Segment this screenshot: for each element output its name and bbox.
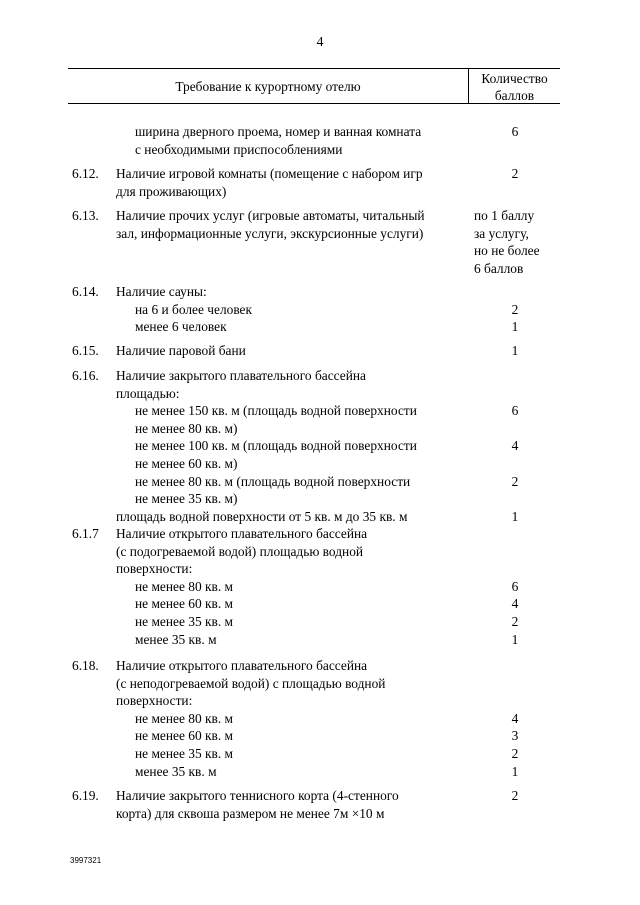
item-points-line <box>471 455 559 473</box>
item-text-line: Наличие открытого плавательного бассейна <box>116 526 368 541</box>
item-text-line: зал, информационные услуги, экскурсионные услуги) <box>116 225 424 241</box>
item-number: 6.16. <box>72 368 99 383</box>
item-number: 6.18. <box>72 658 99 673</box>
item-text-line: Наличие прочих услуг (игровые автоматы, читальный <box>116 208 425 223</box>
item-text <box>116 342 470 360</box>
item-text-line: менее 35 кв. м <box>135 631 217 647</box>
item-points <box>471 525 559 648</box>
item-number: 6.14. <box>72 284 99 299</box>
item-points-line: 2 <box>511 166 519 181</box>
item-points-line <box>471 560 559 578</box>
item-text-line: на 6 и более человек <box>135 301 253 317</box>
item-text-line: не менее 35 кв. м <box>135 745 234 761</box>
item-text-line: (с неподогреваемой водой) с площадью водной <box>116 675 386 691</box>
item-text <box>116 123 470 158</box>
item-text <box>116 283 470 336</box>
item-points <box>471 123 559 141</box>
item-points <box>471 367 559 525</box>
item-points-line <box>471 525 559 543</box>
item-points-line <box>471 385 559 403</box>
item-points-line: 1 <box>511 508 519 524</box>
item-points-line: 4 <box>511 438 519 454</box>
item-text-line: для проживающих) <box>116 183 227 199</box>
item-text-line: Наличие сауны: <box>116 284 207 299</box>
item-text <box>116 657 470 780</box>
item-points-line: за услугу, <box>474 225 529 241</box>
item-points-line: 2 <box>511 301 519 317</box>
item-text-line: менее 6 человек <box>135 319 227 335</box>
item-points-line <box>471 490 559 508</box>
item-points-line <box>471 543 559 561</box>
item-text <box>116 787 470 822</box>
column-header-points-line: Количество <box>481 71 548 86</box>
item-points <box>471 342 559 360</box>
item-text-line: не менее 100 кв. м (площадь водной поверхности <box>135 438 417 454</box>
item-text-line: Наличие закрытого теннисного корта (4-стенного <box>116 788 399 803</box>
item-number: 6.12. <box>72 166 99 181</box>
item-points-line: 6 баллов <box>474 260 524 276</box>
item-points <box>471 657 559 780</box>
item-text-line: не менее 35 кв. м) <box>135 491 238 507</box>
item-points-line <box>471 675 559 693</box>
item-text-line: (с подогреваемой водой) площадью водной <box>116 543 364 559</box>
item-points-line: 2 <box>511 788 519 803</box>
item-text-line: не менее 60 кв. м <box>135 728 234 744</box>
item-points-line: 6 <box>511 578 519 594</box>
item-number: 6.19. <box>72 788 99 803</box>
item-text-line: поверхности: <box>116 693 193 709</box>
item-points-line: 1 <box>511 319 519 335</box>
item-points-line: 6 <box>511 403 519 419</box>
item-text-line: не менее 60 кв. м <box>135 596 234 612</box>
item-text-line: не менее 80 кв. м <box>135 710 234 726</box>
item-points-line <box>471 283 559 301</box>
item-points-line: 3 <box>511 728 519 744</box>
document-code: 3997321 <box>70 856 102 865</box>
item-text-line: не менее 80 кв. м) <box>135 420 238 436</box>
item-text-line: не менее 80 кв. м <box>135 578 234 594</box>
item-number: 6.1.7 <box>72 526 99 541</box>
item-text-line: Наличие паровой бани <box>116 343 246 358</box>
item-points-line: 1 <box>511 763 519 779</box>
item-text-line: с необходимыми приспособлениями <box>135 141 343 157</box>
item-text-line: менее 35 кв. м <box>135 763 217 779</box>
item-text-line: не менее 80 кв. м (площадь водной поверхности <box>135 473 411 489</box>
item-text <box>116 165 470 200</box>
item-number: 6.13. <box>72 208 99 223</box>
column-header-requirement: Требование к курортному отелю <box>175 79 361 94</box>
item-text-line: не менее 150 кв. м (площадь водной поверхности <box>135 403 417 419</box>
item-text-line: Наличие открытого плавательного бассейна <box>116 658 368 673</box>
item-text <box>116 525 470 648</box>
item-points-line <box>471 367 559 385</box>
item-points-line: 4 <box>511 710 519 726</box>
item-text-line: Наличие игровой комнаты (помещение с набором игр <box>116 166 423 181</box>
item-points-line: 2 <box>511 613 519 629</box>
item-text-line: не менее 60 кв. м) <box>135 455 238 471</box>
item-text-line: корта) для сквоша размером не менее 7м ×10 м <box>116 805 385 821</box>
item-points-line: 6 <box>511 124 519 139</box>
item-points-line <box>471 420 559 438</box>
item-text-line: площадью: <box>116 385 180 401</box>
item-points-line: но не более <box>474 243 540 259</box>
page-number: 4 <box>316 35 324 50</box>
item-points-line: 1 <box>511 631 519 647</box>
item-text-line: поверхности: <box>116 561 193 577</box>
item-points-line: 4 <box>511 596 519 612</box>
item-points-line: 2 <box>511 473 519 489</box>
item-points-line: 2 <box>511 745 519 761</box>
item-text-line: Наличие закрытого плавательного бассейна <box>116 368 366 383</box>
item-text-line: не менее 35 кв. м <box>135 613 234 629</box>
item-points <box>471 787 559 805</box>
item-text <box>116 207 470 242</box>
item-points-line <box>471 657 559 675</box>
item-text-line: ширина дверного проема, номер и ванная комната <box>135 124 422 139</box>
item-points <box>471 283 559 336</box>
item-points <box>471 165 559 183</box>
item-points <box>474 207 560 277</box>
item-text-line: площадь водной поверхности от 5 кв. м до 35 кв. м <box>116 508 408 524</box>
item-points-line: по 1 баллу <box>474 208 535 223</box>
item-points-line: 1 <box>511 343 519 358</box>
item-number: 6.15. <box>72 343 99 358</box>
item-points-line <box>471 692 559 710</box>
column-header-points-line: баллов <box>494 88 535 103</box>
item-text <box>116 367 470 525</box>
